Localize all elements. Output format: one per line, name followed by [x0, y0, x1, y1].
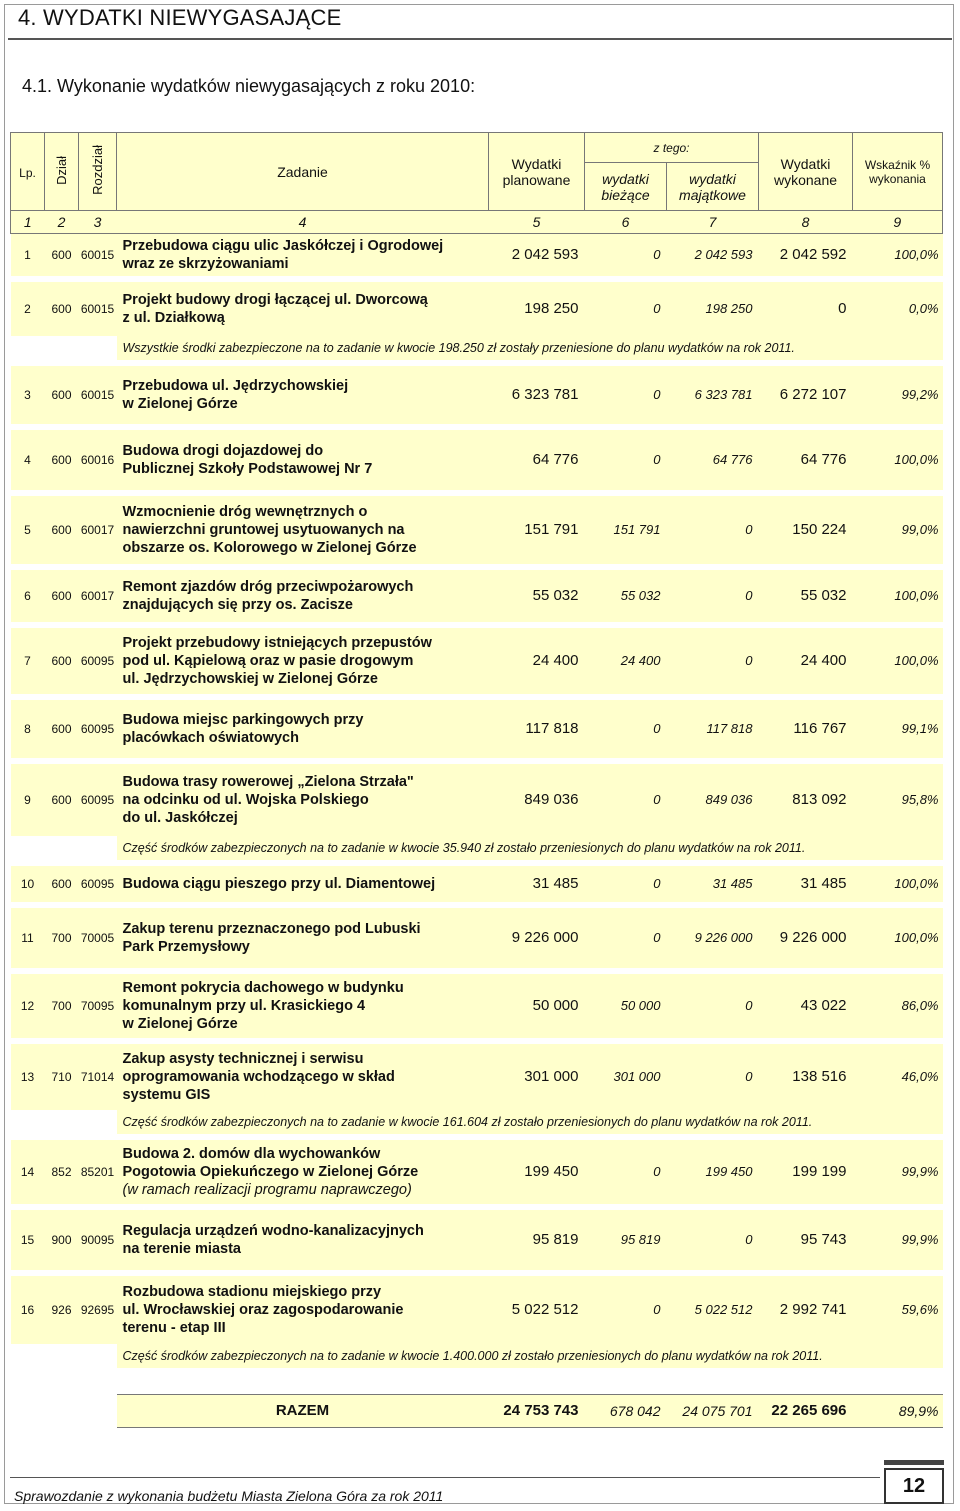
task-line: Publicznej Szkoły Podstawowej Nr 7	[122, 460, 373, 477]
task-line: Zakup terenu przeznaczonego pod Lubuski	[122, 920, 421, 937]
col-number: 8	[759, 211, 853, 234]
task-line: obszarze os. Kolorowego w Zielonej Górze	[122, 539, 417, 556]
row-majatkowe: 2 042 593	[667, 234, 759, 276]
row-wykonane: 55 032	[759, 570, 853, 622]
row-planowane: 24 400	[489, 628, 585, 694]
row-biezace: 0	[585, 1140, 667, 1204]
row-lp: 14	[11, 1140, 45, 1204]
row-wykonane: 116 767	[759, 700, 853, 758]
note-spacer	[11, 836, 117, 860]
row-lp: 15	[11, 1210, 45, 1270]
row-task	[117, 700, 489, 758]
header-z-tego: z tego:	[585, 133, 759, 163]
subsection-title: 4.1. Wykonanie wydatków niewygasających z roku 2010:	[22, 76, 476, 96]
row-rozdzial: 70095	[79, 974, 117, 1038]
note-row	[11, 1110, 943, 1134]
task-line: ul. Wrocławskiej oraz zagospodarowanie	[122, 1301, 404, 1318]
row-task	[117, 1210, 489, 1270]
row-wskaznik: 99,0%	[853, 496, 943, 564]
header-biezace: wydatki bieżące	[585, 163, 667, 211]
row-dzial: 600	[45, 430, 79, 490]
table-row	[11, 366, 943, 424]
section-title: 4. WYDATKI NIEWYGASAJĄCE	[18, 5, 342, 30]
total-spacer-left	[11, 1394, 117, 1427]
row-rozdzial: 70005	[79, 908, 117, 968]
task-line: na terenie miasta	[122, 1240, 241, 1257]
total-majatkowe: 24 075 701	[667, 1394, 759, 1427]
note-text: Część środków zabezpieczonych na to zadanie w kwocie 1.400.000 zł zostało przeniesionych do planu wydatków na rok 2011.	[117, 1344, 943, 1368]
task-line: z ul. Działkową	[122, 309, 225, 326]
row-rozdzial: 60017	[79, 570, 117, 622]
header-majatkowe: wydatki majątkowe	[667, 163, 759, 211]
header-zadanie: Zadanie	[117, 133, 489, 211]
row-wykonane: 43 022	[759, 974, 853, 1038]
row-biezace: 24 400	[585, 628, 667, 694]
note-spacer	[11, 1110, 117, 1134]
row-majatkowe: 849 036	[667, 764, 759, 836]
row-wskaznik: 99,2%	[853, 366, 943, 424]
row-wskaznik: 86,0%	[853, 974, 943, 1038]
footer-divider	[10, 1477, 880, 1478]
row-wykonane: 95 743	[759, 1210, 853, 1270]
task-line: Projekt budowy drogi łączącej ul. Dworcową	[122, 291, 428, 308]
note-text: Część środków zabezpieczonych na to zadanie w kwocie 161.604 zł zostało przeniesionych do planu wydatków na rok 2011.	[117, 1110, 943, 1134]
task-line: oprogramowania wchodzącego w skład	[122, 1068, 395, 1085]
row-rozdzial: 60015	[79, 282, 117, 336]
row-planowane: 199 450	[489, 1140, 585, 1204]
row-majatkowe: 6 323 781	[667, 366, 759, 424]
row-task	[117, 366, 489, 424]
task-line: nawierzchni gruntowej usytuowanych na	[122, 521, 405, 538]
row-wykonane: 64 776	[759, 430, 853, 490]
row-planowane: 31 485	[489, 866, 585, 902]
total-biezace: 678 042	[585, 1394, 667, 1427]
row-dzial: 900	[45, 1210, 79, 1270]
row-task	[117, 570, 489, 622]
row-lp: 5	[11, 496, 45, 564]
table-row	[11, 1210, 943, 1270]
row-task	[117, 866, 489, 902]
task-line: Pogotowia Opiekuńczego w Zielonej Górze	[122, 1163, 419, 1180]
task-line: Remont zjazdów dróg przeciwpożarowych	[122, 578, 414, 595]
col-number: 4	[117, 211, 489, 234]
total-wykonane: 22 265 696	[759, 1394, 853, 1427]
row-dzial: 600	[45, 628, 79, 694]
table-row	[11, 234, 943, 276]
row-lp: 2	[11, 282, 45, 336]
task-line: komunalnym przy ul. Krasickiego 4	[122, 997, 366, 1014]
row-wykonane: 6 272 107	[759, 366, 853, 424]
row-wskaznik: 100,0%	[853, 908, 943, 968]
row-task	[117, 282, 489, 336]
task-line: Remont pokrycia dachowego w budynku	[122, 979, 404, 996]
row-planowane: 849 036	[489, 764, 585, 836]
row-wskaznik: 100,0%	[853, 866, 943, 902]
task-line: Przebudowa ciągu ulic Jaskółczej i Ogrodowej	[122, 237, 444, 254]
row-lp: 10	[11, 866, 45, 902]
row-biezace: 0	[585, 1276, 667, 1344]
row-majatkowe: 198 250	[667, 282, 759, 336]
row-wskaznik: 99,1%	[853, 700, 943, 758]
row-wskaznik: 46,0%	[853, 1044, 943, 1110]
row-dzial: 600	[45, 282, 79, 336]
row-dzial: 710	[45, 1044, 79, 1110]
row-majatkowe: 0	[667, 1044, 759, 1110]
row-biezace: 0	[585, 764, 667, 836]
row-majatkowe: 31 485	[667, 866, 759, 902]
row-task	[117, 628, 489, 694]
task-line: Park Przemysłowy	[122, 938, 250, 955]
row-rozdzial: 60095	[79, 866, 117, 902]
page-number: 12	[884, 1468, 944, 1504]
row-wskaznik: 100,0%	[853, 234, 943, 276]
col-number: 9	[853, 211, 943, 234]
task-line: Projekt przebudowy istniejących przepustów	[122, 634, 432, 651]
row-dzial: 600	[45, 570, 79, 622]
table-row	[11, 908, 943, 968]
row-task	[117, 1276, 489, 1344]
task-line: placówkach oświatowych	[122, 729, 299, 746]
task-line: w Zielonej Górze	[122, 1015, 238, 1032]
task-line: Budowa trasy rowerowej „Zielona Strzała"	[122, 773, 414, 790]
note-spacer	[11, 336, 117, 360]
row-biezace: 0	[585, 866, 667, 902]
row-biezace: 0	[585, 366, 667, 424]
row-biezace: 50 000	[585, 974, 667, 1038]
task-line: terenu - etap III	[122, 1319, 226, 1336]
col-number: 1	[11, 211, 45, 234]
row-majatkowe: 117 818	[667, 700, 759, 758]
header-dzial: Dział	[45, 133, 79, 211]
row-planowane: 5 022 512	[489, 1276, 585, 1344]
row-planowane: 198 250	[489, 282, 585, 336]
table-row	[11, 1044, 943, 1110]
row-lp: 6	[11, 570, 45, 622]
row-wskaznik: 100,0%	[853, 570, 943, 622]
row-task	[117, 974, 489, 1038]
row-planowane: 2 042 593	[489, 234, 585, 276]
total-spacer	[11, 1374, 943, 1395]
row-wykonane: 2 992 741	[759, 1276, 853, 1344]
row-lp: 9	[11, 764, 45, 836]
table-row	[11, 1140, 943, 1204]
row-lp: 11	[11, 908, 45, 968]
row-dzial: 600	[45, 234, 79, 276]
row-dzial: 600	[45, 366, 79, 424]
row-wykonane: 24 400	[759, 628, 853, 694]
row-planowane: 55 032	[489, 570, 585, 622]
row-planowane: 151 791	[489, 496, 585, 564]
page-number-bar	[884, 1460, 944, 1465]
task-line: Budowa ciągu pieszego przy ul. Diamentowej	[122, 875, 436, 892]
row-lp: 13	[11, 1044, 45, 1110]
row-biezace: 0	[585, 430, 667, 490]
table-row	[11, 628, 943, 694]
row-rozdzial: 92695	[79, 1276, 117, 1344]
row-majatkowe: 5 022 512	[667, 1276, 759, 1344]
table-row	[11, 430, 943, 490]
col-number: 5	[489, 211, 585, 234]
row-task	[117, 764, 489, 836]
row-biezace: 0	[585, 700, 667, 758]
section-divider	[8, 38, 952, 40]
row-task	[117, 430, 489, 490]
row-wskaznik: 100,0%	[853, 628, 943, 694]
table-row	[11, 764, 943, 836]
row-wykonane: 813 092	[759, 764, 853, 836]
row-biezace: 301 000	[585, 1044, 667, 1110]
row-planowane: 50 000	[489, 974, 585, 1038]
task-line: ul. Jędrzychowskiej w Zielonej Górze	[122, 670, 378, 687]
total-wskaznik: 89,9%	[853, 1394, 943, 1427]
row-majatkowe: 199 450	[667, 1140, 759, 1204]
row-biezace: 0	[585, 282, 667, 336]
expenditure-table	[10, 132, 943, 1428]
row-planowane: 9 226 000	[489, 908, 585, 968]
col-number: 6	[585, 211, 667, 234]
row-lp: 8	[11, 700, 45, 758]
task-line: Przebudowa ul. Jędrzychowskiej	[122, 377, 349, 394]
row-planowane: 6 323 781	[489, 366, 585, 424]
table-row	[11, 866, 943, 902]
row-wskaznik: 100,0%	[853, 430, 943, 490]
row-rozdzial: 60017	[79, 496, 117, 564]
row-biezace: 95 819	[585, 1210, 667, 1270]
task-line: Regulacja urządzeń wodno-kanalizacyjnych	[122, 1222, 424, 1239]
row-wykonane: 138 516	[759, 1044, 853, 1110]
header-wskaznik: Wskaźnik % wykonania	[853, 133, 943, 211]
task-line: Budowa drogi dojazdowej do	[122, 442, 324, 459]
task-line: do ul. Jaskółczej	[122, 809, 238, 826]
table-row	[11, 700, 943, 758]
row-planowane: 301 000	[489, 1044, 585, 1110]
total-row	[11, 1394, 943, 1427]
row-majatkowe: 0	[667, 496, 759, 564]
table-row	[11, 496, 943, 564]
table-row	[11, 1276, 943, 1344]
row-dzial: 700	[45, 908, 79, 968]
row-task	[117, 908, 489, 968]
row-biezace: 151 791	[585, 496, 667, 564]
row-majatkowe: 0	[667, 974, 759, 1038]
task-line: Zakup asysty technicznej i serwisu	[122, 1050, 364, 1067]
note-spacer	[11, 1344, 117, 1368]
total-planowane: 24 753 743	[489, 1394, 585, 1427]
header-wykonane: Wydatki wykonane	[759, 133, 853, 211]
header-planowane: Wydatki planowane	[489, 133, 585, 211]
task-line: w Zielonej Górze	[122, 395, 238, 412]
col-number: 3	[79, 211, 117, 234]
row-biezace: 0	[585, 234, 667, 276]
row-dzial: 600	[45, 700, 79, 758]
note-text: Wszystkie środki zabezpieczone na to zadanie w kwocie 198.250 zł zostały przeniesione do planu wydatków na rok 2011.	[117, 336, 943, 360]
row-lp: 1	[11, 234, 45, 276]
note-row	[11, 1344, 943, 1368]
table-row	[11, 974, 943, 1038]
row-rozdzial: 60095	[79, 764, 117, 836]
header-lp: Lp.	[11, 133, 45, 211]
total-spacer-cell	[11, 1374, 943, 1395]
row-rozdzial: 60015	[79, 234, 117, 276]
row-biezace: 55 032	[585, 570, 667, 622]
row-dzial: 600	[45, 496, 79, 564]
row-dzial: 700	[45, 974, 79, 1038]
row-lp: 12	[11, 974, 45, 1038]
row-task	[117, 234, 489, 276]
task-line: Budowa miejsc parkingowych przy	[122, 711, 364, 728]
row-dzial: 852	[45, 1140, 79, 1204]
row-majatkowe: 0	[667, 1210, 759, 1270]
row-majatkowe: 64 776	[667, 430, 759, 490]
header-number-row	[11, 211, 943, 234]
row-rozdzial: 60095	[79, 700, 117, 758]
table-row	[11, 282, 943, 336]
row-wskaznik: 99,9%	[853, 1210, 943, 1270]
task-line: znajdujących się przy os. Zacisze	[122, 596, 353, 613]
row-dzial: 600	[45, 866, 79, 902]
footer-text: Sprawozdanie z wykonania budżetu Miasta Zielona Góra za rok 2011	[14, 1488, 444, 1504]
task-line: systemu GIS	[122, 1086, 211, 1103]
row-rozdzial: 71014	[79, 1044, 117, 1110]
row-dzial: 926	[45, 1276, 79, 1344]
row-wykonane: 9 226 000	[759, 908, 853, 968]
row-planowane: 64 776	[489, 430, 585, 490]
task-line: na odcinku od ul. Wojska Polskiego	[122, 791, 369, 808]
row-majatkowe: 0	[667, 570, 759, 622]
task-line: Budowa 2. domów dla wychowanków	[122, 1145, 381, 1162]
row-majatkowe: 9 226 000	[667, 908, 759, 968]
row-rozdzial: 90095	[79, 1210, 117, 1270]
task-line: Rozbudowa stadionu miejskiego przy	[122, 1283, 382, 1300]
note-text: Część środków zabezpieczonych na to zadanie w kwocie 35.940 zł zostało przeniesionych do planu wydatków na rok 2011.	[117, 836, 943, 860]
table-row	[11, 570, 943, 622]
row-wykonane: 199 199	[759, 1140, 853, 1204]
row-rozdzial: 85201	[79, 1140, 117, 1204]
row-wskaznik: 99,9%	[853, 1140, 943, 1204]
row-dzial: 600	[45, 764, 79, 836]
row-lp: 4	[11, 430, 45, 490]
row-wykonane: 31 485	[759, 866, 853, 902]
header-rozdzial: Rozdział	[79, 133, 117, 211]
task-line: Wzmocnienie dróg wewnętrznych o	[122, 503, 368, 520]
row-rozdzial: 60015	[79, 366, 117, 424]
col-number: 2	[45, 211, 79, 234]
note-row	[11, 336, 943, 360]
row-wykonane: 2 042 592	[759, 234, 853, 276]
task-note: (w ramach realizacji programu naprawczego)	[122, 1181, 412, 1198]
total-label: RAZEM	[117, 1394, 489, 1427]
row-planowane: 117 818	[489, 700, 585, 758]
task-line: pod ul. Kąpielową oraz w pasie drogowym	[122, 652, 414, 669]
row-task	[117, 1044, 489, 1110]
row-biezace: 0	[585, 908, 667, 968]
row-task	[117, 496, 489, 564]
task-line: wraz ze skrzyżowaniami	[122, 255, 289, 272]
note-row	[11, 836, 943, 860]
row-wykonane: 150 224	[759, 496, 853, 564]
row-wykonane: 0	[759, 282, 853, 336]
row-lp: 16	[11, 1276, 45, 1344]
row-majatkowe: 0	[667, 628, 759, 694]
col-number: 7	[667, 211, 759, 234]
row-task	[117, 1140, 489, 1204]
row-wskaznik: 95,8%	[853, 764, 943, 836]
row-rozdzial: 60095	[79, 628, 117, 694]
row-wskaznik: 59,6%	[853, 1276, 943, 1344]
row-lp: 7	[11, 628, 45, 694]
row-wskaznik: 0,0%	[853, 282, 943, 336]
row-lp: 3	[11, 366, 45, 424]
row-rozdzial: 60016	[79, 430, 117, 490]
row-planowane: 95 819	[489, 1210, 585, 1270]
